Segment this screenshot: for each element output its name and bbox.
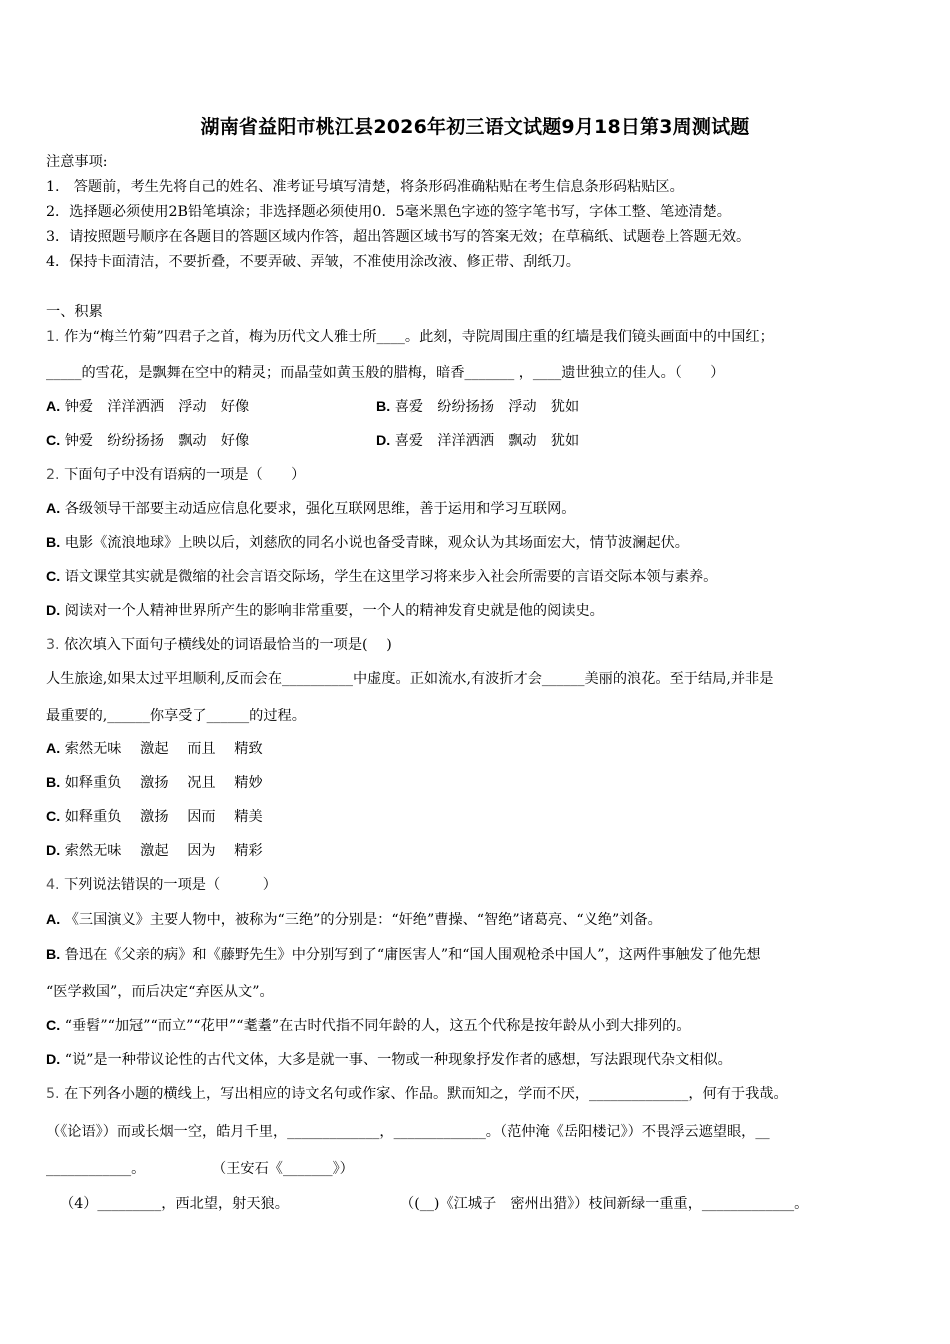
option-label: B. [46,775,61,791]
question-5-line[interactable]: （《论语》）而或长烟一空，皓月千里，_____________，_____________。（范仲淹《岳阳楼记》）不畏浮云遮望眼，__ [46,1124,770,1140]
option-label: A. [46,741,61,757]
question-1-stem-cont: _____的雪花，是飘舞在空中的精灵；而晶莹如黄玉般的腊梅，暗香_______ ，____遗世独立的佳人。（ ） [46,365,725,381]
option-text: “说”是一种带议论性的古代文体，大多是就一事、一物或一种现象抒发作者的感想，写法跟现代杂文相似。 [64,1052,732,1068]
question-number: 4. [46,877,60,893]
option-text: 喜爱 洋洋洒洒 飘动 犹如 [394,433,580,449]
question-5-line[interactable]: ____________。 [46,1161,146,1177]
notice-item: 1. 答题前，考生先将自己的姓名、准考证号填写清楚，将条形码准确粘贴在考生信息条形码粘贴区。 [46,179,684,195]
question-4-stem [46,875,277,895]
notice-item: 4．保持卡面清洁，不要折叠，不要弄破、弄皱，不准使用涂改液、修正带、刮纸刀。 [46,254,580,270]
option-label: B. [46,535,61,551]
question-1-option-a[interactable] [46,397,249,417]
option-text: 阅读对一个人精神世界所产生的影响非常重要，一个人的精神发育史就是他的阅读史。 [64,603,604,619]
exam-title: 湖南省益阳市桃江县2026年初三语文试题9月18日第3周测试题 [200,116,750,138]
option-label: D. [376,433,391,449]
notice-heading: 注意事项: [46,154,108,170]
option-text: 喜爱 纷纷扬扬 浮动 犹如 [394,399,580,415]
section-heading: 一、积累 [46,304,103,320]
question-number: 2. [46,467,60,483]
question-3-passage: 人生旅途,如果太过平坦顺利,反而会在__________中虚度。正如流水,有波折才会______美丽的浪花。至于结局,并非是 [46,671,774,687]
option-text: 《三国演义》主要人物中，被称为“三绝”的分别是：“奸绝”曹操、“智绝”诸葛亮、“义绝”刘备。 [64,912,662,928]
option-text: “垂髫”“加冠”“而立”“花甲”“耄耋”在古时代指不同年龄的人，这五个代称是按年龄从小到大排列的。 [64,1018,691,1034]
option-text: 如释重负 激扬 况且 精妙 [64,775,263,791]
question-1-option-c[interactable] [46,431,249,451]
question-2-option-a[interactable] [46,499,575,519]
notice-item: 2．选择题必须使用2B铅笔填涂；非选择题必须使用0．5毫米黑色字迹的签字笔书写，字体工整、笔迹清楚。 [46,204,731,220]
question-1-stem [46,327,774,347]
option-label: A. [46,912,61,928]
question-number: 5. [46,1086,60,1102]
option-label: D. [46,1052,61,1068]
option-label: D. [46,603,61,619]
question-2-option-c[interactable] [46,567,717,587]
option-label: C. [46,433,61,449]
option-text: 鲁迅在《父亲的病》和《藤野先生》中分别写到了“庸医害人”和“国人围观枪杀中国人”，这两件事触发了他先想 [64,947,761,963]
option-text: 电影《流浪地球》上映以后，刘慈欣的同名小说也备受青睐，观众认为其场面宏大，情节波澜起伏。 [64,535,689,551]
option-label: B. [46,947,61,963]
option-text: 语文课堂其实就是微缩的社会言语交际场，学生在这里学习将来步入社会所需要的言语交际本领与素养。 [64,569,718,585]
option-label: C. [46,569,61,585]
option-text: 钟爱 纷纷扬扬 飘动 好像 [64,433,250,449]
question-text: 下面句子中没有语病的一项是（ ） [64,467,306,483]
option-text: 索然无味 激起 因为 精彩 [64,843,263,859]
question-2-stem [46,465,305,485]
question-text: 依次填入下面句子横线处的词语最恰当的一项是( ) [64,637,392,653]
question-4-option-d[interactable] [46,1050,732,1070]
question-5-line[interactable]: （(__)《江城子 密州出猎》）枝间新绿一重重，_____________。 [400,1196,809,1212]
question-4-option-b-cont: “医学救国”，而后决定“弃医从文”。 [46,984,274,1000]
option-label: A. [46,501,61,517]
question-4-option-a[interactable] [46,910,662,930]
question-3-option-c[interactable] [46,807,263,827]
question-5-line[interactable]: （4）_________，西北望，射天狼。 [60,1196,289,1212]
question-3-stem [46,635,392,655]
question-3-option-a[interactable] [46,739,263,759]
question-number: 1. [46,329,60,345]
question-3-option-d[interactable] [46,841,263,861]
question-number: 3. [46,637,60,653]
question-3-option-b[interactable] [46,773,263,793]
question-text: 下列说法错误的一项是（ ） [64,877,277,893]
question-4-option-b[interactable] [46,945,761,965]
question-4-option-c[interactable] [46,1016,691,1036]
question-text: 作为“梅兰竹菊”四君子之首，梅为历代文人雅士所____。此刻，寺院周围庄重的红墙是我们镜头画面中的中国红； [64,329,774,345]
option-text: 各级领导干部要主动适应信息化要求，强化互联网思维，善于运用和学习互联网。 [64,501,576,517]
notice-item: 3．请按照题号顺序在各题目的答题区域内作答，超出答题区域书写的答案无效；在草稿纸、试题卷上答题无效。 [46,229,751,245]
question-2-option-d[interactable] [46,601,604,621]
option-text: 钟爱 洋洋洒洒 浮动 好像 [64,399,250,415]
option-label: C. [46,1018,61,1034]
option-label: C. [46,809,61,825]
option-text: 如释重负 激扬 因而 精美 [64,809,263,825]
question-5-line[interactable]: （王安石《_______》） [212,1161,354,1177]
question-text[interactable]: 在下列各小题的横线上，写出相应的诗文名句或作家、作品。默而知之，学而不厌，______________，何有于我哉。 [64,1086,788,1102]
option-label: A. [46,399,61,415]
question-1-option-b[interactable] [376,397,579,417]
question-3-passage-cont: 最重要的,______你享受了______的过程。 [46,708,306,724]
option-label: B. [376,399,391,415]
option-label: D. [46,843,61,859]
question-1-option-d[interactable] [376,431,579,451]
question-5-stem [46,1084,788,1104]
option-text: 索然无味 激起 而且 精致 [64,741,263,757]
question-2-option-b[interactable] [46,533,689,553]
